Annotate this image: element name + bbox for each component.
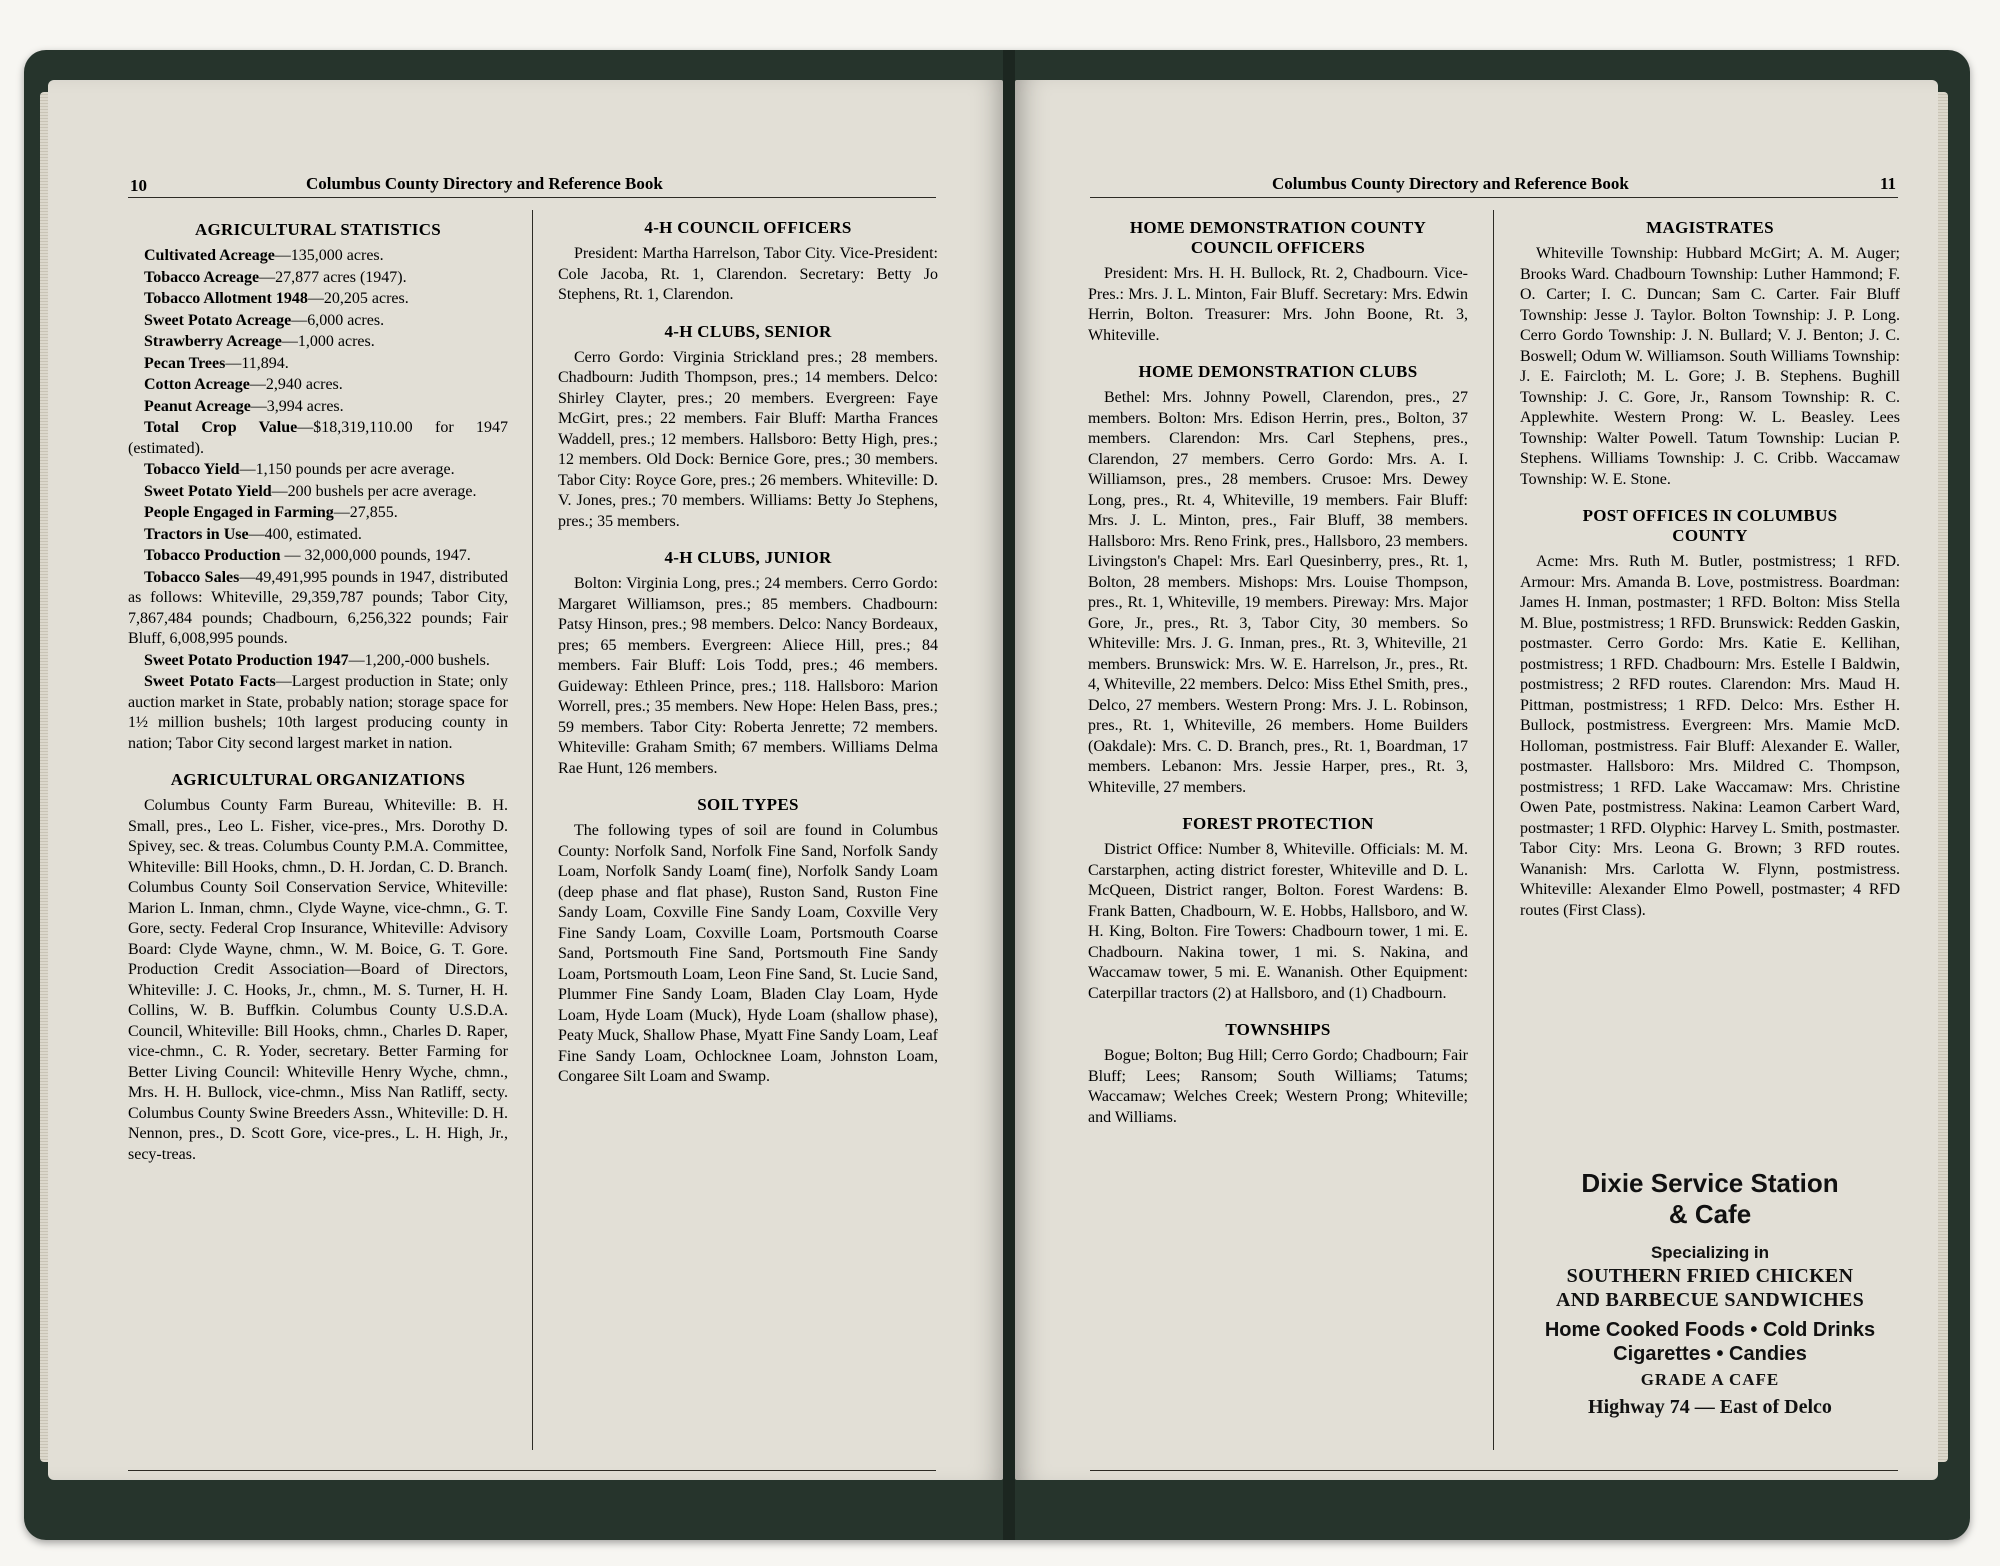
home-demo-council-heading: HOME DEMONSTRATION COUNTY COUNCIL OFFICERS xyxy=(1129,218,1427,257)
post-offices-heading: POST OFFICES IN COLUMBUS COUNTY xyxy=(1582,506,1838,545)
ag-stat-label: Sweet Potato Facts xyxy=(144,673,276,690)
agricultural-statistics-heading: AGRICULTURAL STATISTICS xyxy=(194,220,442,239)
clubs-junior-section xyxy=(558,548,938,779)
post-offices-text: Acme: Mrs. Ruth M. Butler, postmistress; 1 RFD. Armour: Mrs. Amanda B. Love, postmistress. Boardman: James H. Inman, postmaster; 1 RFD. Bolton: Miss Stella M. Blue, postmistress; 1 RFD. Brunswick: Redden Gaskin, postmaster. Cerro Gordo: Mrs. Katie E. Kellihan, postmistress; 1 RFD. Chadbourn: Mrs. Estelle I Baldwin, postmistress; 2 RFD routes. Clarendon: Mrs. Maud H. Pittman, postmistress; 1 RFD. Delco: Mrs. Esther H. Bullock, postmistress. Evergreen: Mrs. Mamie McD. Holloman, postmistress. Fair Bluff: Alexander E. Waller, postmaster. Hallsboro: Mrs. Mildred C. Thompson, postmistress; 1 RFD. Lake Waccamaw: Mrs. Christine Owen Pate, postmistress. Nakina: Leamon Carbert Ward, postmaster; 1 RFD. Olyphic: Harvey L. Smith, postmaster. Tabor City: Mrs. Leona G. Brown; 3 RFD routes. Wananish: Mrs. Carlotta W. Flynn, postmistress. Whiteville: Alexander Elmo Powell, postmaster; 4 RFD routes (First Class). xyxy=(1520,553,1900,919)
ag-stat-label: Tobacco Yield xyxy=(144,461,240,478)
dixie-cafe-advertisement xyxy=(1510,1168,1910,1419)
ag-stat-value: —Largest production in State; only auction market in State, probably nation; storage space for 1½ million bushels; 10th largest producing county in nation; Tabor City second largest market in nation. xyxy=(128,673,508,752)
ag-stat-label: Tobacco Acreage xyxy=(144,268,260,286)
ag-stat-line xyxy=(128,246,508,267)
left-column-divider xyxy=(532,210,533,1450)
council-4h-section xyxy=(558,218,938,306)
home-demo-clubs-section xyxy=(1088,362,1468,798)
ag-stat-label: Sweet Potato Yield xyxy=(144,482,272,500)
ag-stat-value: —49,491,995 pounds in 1947, distributed as follows: Whiteville, 29,359,787 pounds; Tabor City, 7,867,484 pounds; Chadbourn, 6,256,322 pounds; Fair Bluff, 6,008,995 pounds. xyxy=(128,568,508,647)
ad-offer-line-1: Home Cooked Foods • Cold Drinks xyxy=(1544,1319,1876,1341)
magistrates-text: Whiteville Township: Hubbard McGirt; A. M. Auger; Brooks Ward. Chadbourn Township: Luther Hammond; F. O. Carter; I. C. Duncan; Sam C. Carter. Fair Bluff Township: Jesse J. Taylor. Bolton Township: J. P. Long. Cerro Gordo Township: J. N. Bullard; V. J. Benton; J. C. Boswell; Odum W. Williamson. South Williams Township: J. E. Faircloth; M. L. Gore; J. B. Stephens. Bughill Township: J. C. Gore, Jr., Ransom Township: R. C. Applewhite. Western Prong: W. L. Beasley. Lees Township: Walter Powell. Tatum Township: Lucian P. Stephens. Williams Township: J. C. Cribb. Waccamaw Township: W. E. Stone. xyxy=(1520,245,1900,488)
clubs-senior-section xyxy=(558,322,938,533)
clubs-senior-heading: 4-H CLUBS, SENIOR xyxy=(664,321,832,341)
ad-location: Highway 74 — East of Delco xyxy=(1588,1396,1832,1418)
left-running-title: Columbus County Directory and Reference Book xyxy=(306,174,663,193)
ag-stat-value: —27,877 acres (1947). xyxy=(259,268,407,286)
ag-stat-line xyxy=(128,568,508,650)
council-4h-heading: 4-H COUNCIL OFFICERS xyxy=(644,218,852,237)
ag-stat-label: Pecan Trees xyxy=(144,354,226,372)
ag-stat-line xyxy=(128,375,508,396)
ag-stat-line xyxy=(128,418,508,459)
ad-name-line-1: Dixie Service Station xyxy=(1581,1168,1839,1198)
agricultural-organizations-section xyxy=(128,770,508,1165)
ad-offer-line-2: Cigarettes • Candies xyxy=(1613,1343,1807,1365)
home-demo-clubs-heading: HOME DEMONSTRATION CLUBS xyxy=(1138,362,1418,381)
clubs-junior-text: Bolton: Virginia Long, pres.; 24 members. Cerro Gordo: Margaret Williamson, pres.; 85 members. Chadbourn: Patsy Hinson, pres.; 98 members. Delco: Nancy Bordeaux, pres; 65 members. Evergreen: Aliece Hill, pres.; 84 members. Fair Bluff: Lois Todd, pres.; 46 members. Guideway: Ethleen Prince, pres.; 118. Hallsboro: Marion Worrell, pres.; 35 members. New Hope: Helen Bass, pres.; 59 members. Tabor City: Roberta Jenrette; 72 members. Whiteville: Graham Smith; 67 members. Williams Delma Rae Hunt, 126 members. xyxy=(558,575,938,777)
ad-grade: GRADE A CAFE xyxy=(1640,1370,1780,1389)
ag-stat-line xyxy=(128,397,508,418)
council-4h-text: President: Martha Harrelson, Tabor City. Vice-President: Cole Jacoba, Rt. 1, Clarendon. Secretary: Betty Jo Stephens, Rt. 1, Clarendon. xyxy=(558,245,938,303)
ag-stat-line xyxy=(128,482,508,503)
forest-protection-heading: FOREST PROTECTION xyxy=(1182,814,1374,833)
left-page-number: 10 xyxy=(130,176,147,195)
forest-protection-section xyxy=(1088,814,1468,1004)
right-running-title: Columbus County Directory and Reference Book xyxy=(1272,174,1629,193)
ag-stat-value: —1,000 acres. xyxy=(281,333,375,350)
left-page-edges xyxy=(40,92,48,1462)
ag-stat-label: Cotton Acreage xyxy=(144,376,250,393)
ag-stat-label: Tobacco Sales xyxy=(144,568,240,586)
ag-stat-line xyxy=(128,503,508,524)
right-page-edges xyxy=(1938,92,1948,1462)
ag-stat-value: —$18,319,110.00 for 1947 (estimated). xyxy=(128,419,509,457)
right-footer-rule xyxy=(1090,1470,1898,1471)
ag-stat-line xyxy=(128,525,508,546)
magistrates-section xyxy=(1520,218,1900,490)
ag-stat-label: Strawberry Acreage xyxy=(144,333,282,350)
agricultural-organizations-heading: AGRICULTURAL ORGANIZATIONS xyxy=(170,770,466,789)
ag-stat-value: —1,200,-000 bushels. xyxy=(348,651,490,669)
ag-stat-value: —1,150 pounds per acre average. xyxy=(239,461,455,478)
ag-stat-line xyxy=(128,672,508,754)
ag-stat-label: Tobacco Production xyxy=(144,547,281,564)
forest-protection-text: District Office: Number 8, Whiteville. Officials: M. M. Carstarphen, acting district forester, Whiteville and D. L. McQueen, District ranger, Bolton. Forest Wardens: B. Frank Batten, Chadbourn, W. E. Hobbs, Hallsboro, and W. H. King, Bolton. Fire Towers: Chadbourn tower, 1 mi. E. Chadbourn. Nakina tower, 1 mi. S. Nakina, and Waccamaw tower, 5 mi. E. Wananish. Other Equipment: Caterpillar tractors (2) at Hallsboro, and (1) Chadbourn. xyxy=(1088,841,1468,1002)
ag-stat-line xyxy=(128,289,508,310)
clubs-senior-text: Cerro Gordo: Virginia Strickland pres.; 28 members. Chadbourn: Judith Thompson, pres.; 14 members. Delco: Shirley Clayter, pres.; 20 members. Evergreen: Faye McGirt, pres.; 22 members. Fair Bluff: Martha Frances Waddell, pres.; 12 members. Hallsboro: Betty High, pres.; 12 members. Old Dock: Bernice Gore, pres.; 30 members. Tabor City: Royce Gore, pres.; 26 members. Whiteville: D. V. Jones, pres.; 70 members. Williams: Betty Jo Stephens, pres.; 35 members. xyxy=(558,348,938,530)
ad-name-line-2: & Cafe xyxy=(1668,1199,1752,1229)
townships-section xyxy=(1088,1020,1468,1128)
ag-stat-value: —11,894. xyxy=(225,354,289,372)
ag-stat-line xyxy=(128,354,508,375)
ag-stat-value: —135,000 acres. xyxy=(274,247,384,264)
left-header-rule xyxy=(128,197,936,198)
ag-stat-value: —400, estimated. xyxy=(248,525,362,543)
column-3 xyxy=(1088,218,1468,1144)
home-demo-clubs-text: Bethel: Mrs. Johnny Powell, Clarendon, pres., 27 members. Bolton: Mrs. Edison Herrin, pres., Bolton, 37 members. Clarendon: Mrs. Carl Stephens, pres., Clarendon, 27 members. Cerro Gordo: Mrs. A. I. Williamson, pres., 28 members. Crusoe: Mrs. Dewey Long, pres., Rt. 4, Whiteville, 19 members. Fair Bluff: Mrs. J. L. Minton, pres., Fair Bluff, 38 members. Hallsboro: Mrs. Reno Frink, pres., Hallsboro, 23 members. Livingston's Chapel: Mrs. Earl Quesinberry, pres., Rt. 1, Bolton, 28 members. Mishops: Mrs. Louise Thompson, pres., Rt. 1, Whiteville, 19 members. Pireway: Mrs. Major Gore, Jr., pres., Rt. 3, Tabor City, 30 members. So Whiteville: Mrs. J. G. Inman, pres., Rt. 3, Whiteville, 21 members. Brunswick: Mrs. W. E. Harrelson, Jr., pres., Rt. 4, Whiteville, 22 members. Delco: Miss Ethel Smith, pres., Delco, 27 members. Western Prong: Mrs. J. L. Robinson, pres., Rt. 1, Whiteville, 26 members. Home Builders (Oakdale): Mrs. C. D. Branch, pres., Rt. 1, Boardman, 17 members. Lebanon: Mrs. Jessie Harper, pres., Rt. 3, Whiteville, 27 members. xyxy=(1088,389,1468,796)
soil-types-heading: SOIL TYPES xyxy=(697,795,799,814)
ag-stat-label: Total Crop Value xyxy=(144,419,298,436)
post-offices-section xyxy=(1520,506,1900,921)
ag-stat-value: —6,000 acres. xyxy=(291,311,385,329)
ag-stat-label: Cultivated Acreage xyxy=(144,247,275,264)
agricultural-statistics-section xyxy=(128,220,508,754)
ag-stat-line xyxy=(128,268,508,289)
ag-stat-label: Tractors in Use xyxy=(144,525,249,543)
townships-text: Bogue; Bolton; Bug Hill; Cerro Gordo; Chadbourn; Fair Bluff; Lees; Ransom; South Williams; Tatums; Waccamaw; Welches Creek; Western Prong; Whiteville; and Williams. xyxy=(1088,1047,1468,1126)
magistrates-heading: MAGISTRATES xyxy=(1646,218,1774,237)
agricultural-statistics-list xyxy=(128,246,508,754)
ag-stat-line xyxy=(128,546,508,567)
ag-stat-line xyxy=(128,332,508,353)
clubs-junior-heading: 4-H CLUBS, JUNIOR xyxy=(664,548,832,567)
ad-dish-line-1: SOUTHERN FRIED CHICKEN xyxy=(1566,1265,1854,1287)
ag-stat-line xyxy=(128,311,508,332)
ag-stat-line xyxy=(128,460,508,481)
ag-stat-value: —3,994 acres. xyxy=(250,397,344,415)
left-footer-rule xyxy=(128,1470,936,1471)
agricultural-organizations-text: Columbus County Farm Bureau, Whiteville: B. H. Small, pres., Leo L. Fisher, vice-pres., Mrs. Dorothy D. Spivey, sec. & treas. Columbus County P.M.A. Committee, Whiteville: Bill Hooks, chmn., D. H. Jordan, C. D. Branch. Columbus County Soil Conservation Service, Whiteville: Marion L. Inman, chmn., Clyde Wayne, vice-chmn., G. T. Gore, secty. Federal Crop Insurance, Whiteville: Advisory Board: Clyde Wayne, chmn., W. M. Boice, G. T. Gore. Production Credit Association—Board of Directors, Whiteville: J. C. Hooks, Jr., chmn., M. S. Turner, H. H. Collins, W. B. Buffkin. Columbus County U.S.D.A. Council, Whiteville: Bill Hooks, chmn., Charles D. Raper, vice-chmn., C. R. Yoder, secretary. Better Farming for Better Living Council: Whiteville Henry Wyche, chmn., Mrs. H. H. Bullock, vice-chmn., Miss Nan Ratliff, secty. Columbus County Swine Breeders Assn., Whiteville: D. H. Nennon, pres., D. Scott Gore, vice-pres., L. H. High, Jr., secy-treas. xyxy=(128,797,508,1163)
ag-stat-label: Peanut Acreage xyxy=(144,397,251,415)
book-spine xyxy=(1003,50,1015,1540)
home-demo-council-text: President: Mrs. H. H. Bullock, Rt. 2, Chadbourn. Vice-Pres.: Mrs. J. L. Minton, Fair Bluff. Secretary: Mrs. Edwin Herrin, Bolton. Treasurer: Mrs. John Boone, Rt. 3, Whiteville. xyxy=(1088,265,1468,344)
ag-stat-label: Tobacco Allotment 1948 xyxy=(144,290,308,307)
right-header-rule xyxy=(1090,197,1898,198)
column-1 xyxy=(128,220,508,1181)
ag-stat-line xyxy=(128,651,508,672)
soil-types-text: The following types of soil are found in Columbus County: Norfolk Sand, Norfolk Fine Sand, Norfolk Sandy Loam, Norfolk Sandy Loam( fine), Norfolk Sandy Loam (deep phase and flat phase), Ruston Sand, Ruston Fine Sandy Loam, Coxville Fine Sandy Loam, Coxville Very Fine Sandy Loam, Coxville Loam, Portsmouth Coarse Sand, Portsmouth Fine Sand, Portsmouth Fine Sandy Loam, Portsmouth Loam, Leon Fine Sand, St. Lucie Sand, Plummer Fine Sandy Loam, Bladen Clay Loam, Hyde Loam, Hyde Loam (Muck), Hyde Loam (shallow phase), Peaty Muck, Shallow Phase, Myatt Fine Sandy Loam, Leaf Fine Sandy Loam, Ochlocknee Loam, Johnston Loam, Congaree Silt Loam and Swamp. xyxy=(558,822,938,1085)
soil-types-section xyxy=(558,795,938,1088)
home-demo-council-section xyxy=(1088,218,1468,346)
ag-stat-value: —200 bushels per acre average. xyxy=(271,482,477,500)
ag-stat-value: —27,855. xyxy=(333,504,398,521)
ag-stat-value: — 32,000,000 pounds, 1947. xyxy=(280,547,471,564)
ag-stat-label: People Engaged in Farming xyxy=(144,504,334,521)
ad-specializing: Specializing in xyxy=(1650,1243,1770,1262)
ag-stat-label: Sweet Potato Production 1947 xyxy=(144,651,349,669)
column-2 xyxy=(558,218,938,1104)
ad-dish-line-2: AND BARBECUE SANDWICHES xyxy=(1555,1289,1865,1311)
ag-stat-value: —2,940 acres. xyxy=(249,376,343,393)
column-4 xyxy=(1520,218,1900,937)
right-column-divider xyxy=(1493,210,1494,1450)
ag-stat-label: Sweet Potato Acreage xyxy=(144,311,292,329)
townships-heading: TOWNSHIPS xyxy=(1225,1020,1331,1039)
ag-stat-value: —20,205 acres. xyxy=(307,290,409,307)
right-page-number: 11 xyxy=(1880,174,1897,193)
